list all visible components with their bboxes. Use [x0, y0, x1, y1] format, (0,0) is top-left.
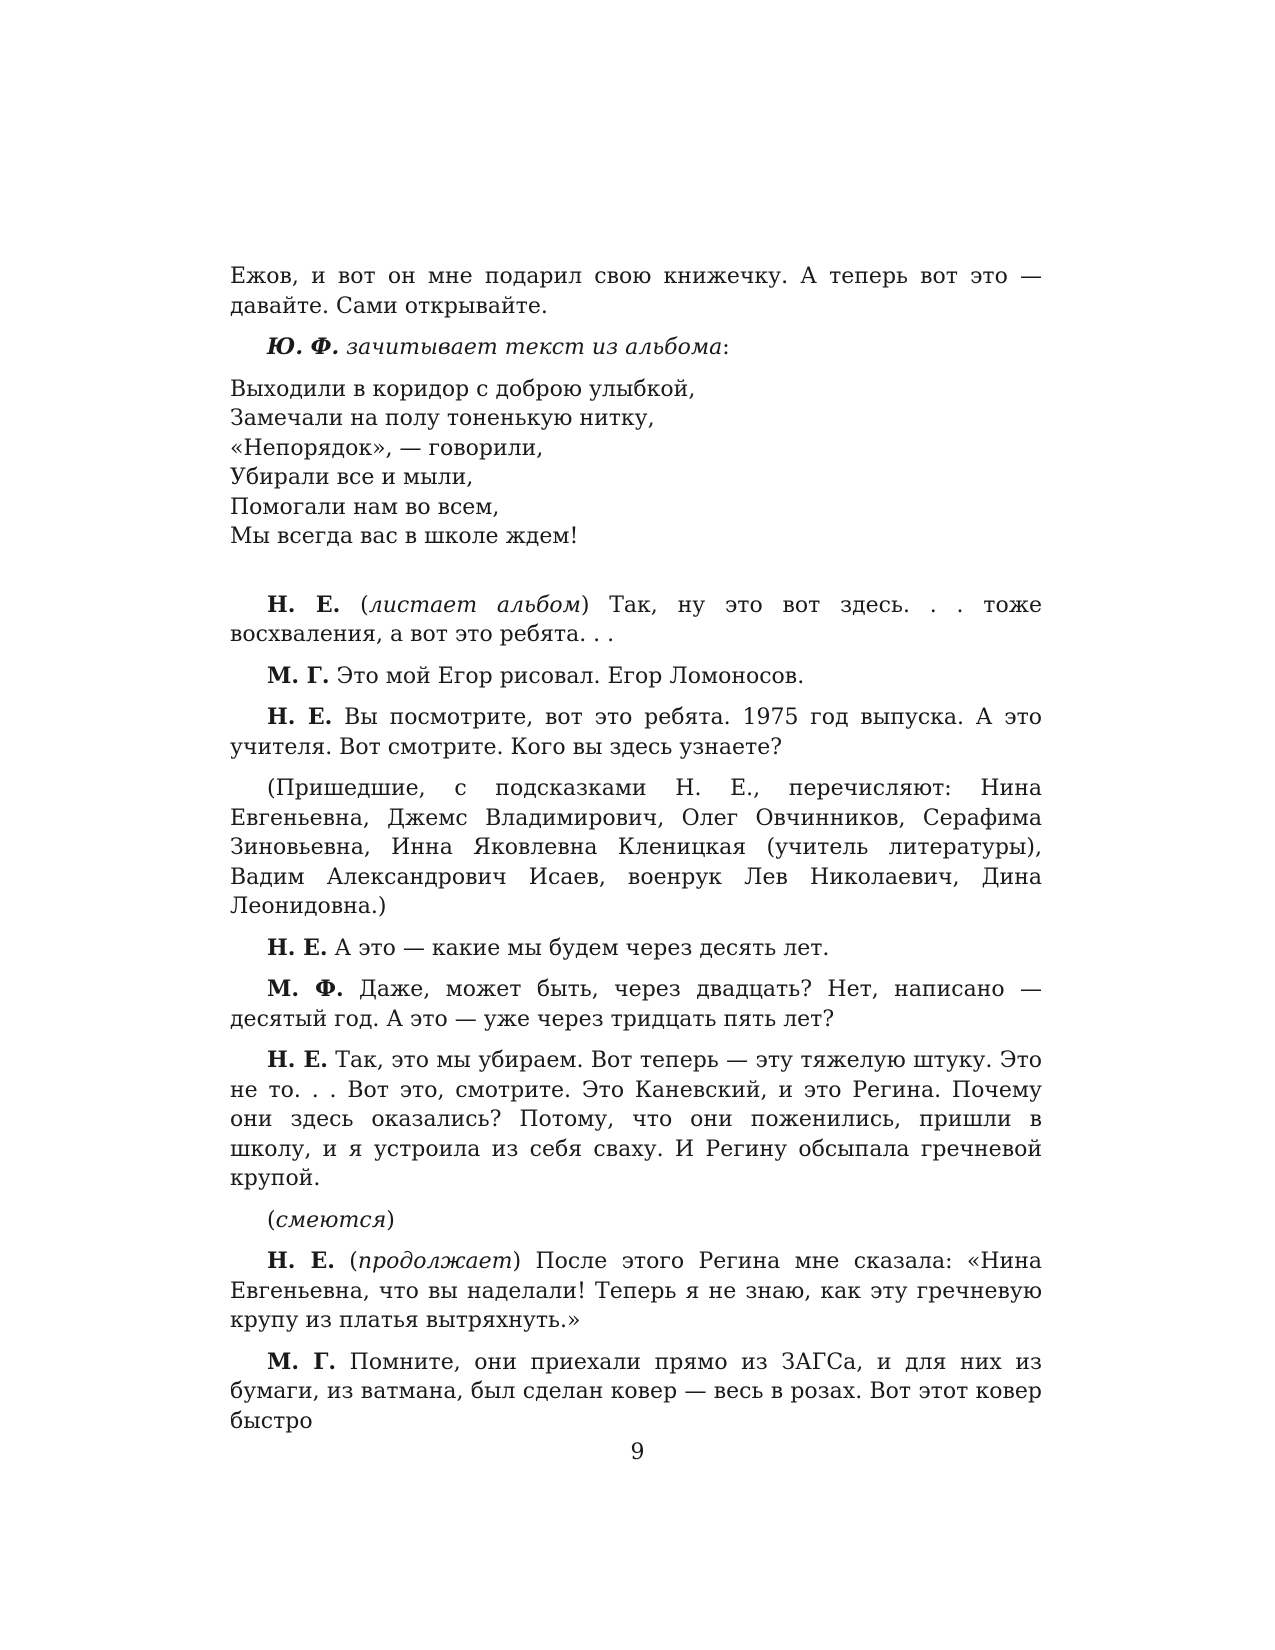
- speaker-label: Н. Е.: [267, 1248, 335, 1274]
- dialogue-paragraph: М. Ф. Даже, может быть, через двадцать? Нет, написано — десятый год. А это — уже через тридцать пять лет?: [230, 976, 1042, 1032]
- speaker-label: Н. Е.: [267, 704, 333, 730]
- poem-line: «Непорядок», — говорили,: [230, 435, 544, 461]
- speaker-label: Н. Е.: [267, 934, 328, 961]
- speaker-label: Ю. Ф.: [267, 334, 340, 360]
- poem-block: [230, 375, 1042, 552]
- main-text: [230, 262, 1042, 1448]
- dialogue-paragraph: М. Г. Помните, они приехали прямо из ЗАГСа, и для них из бумаги, из ватмана, был сделан ковер — весь в розах. Вот этот ковер быстро: [230, 1348, 1042, 1434]
- dialogue-paragraph: Н. Е. (листает альбом) Так, ну это вот здесь. . . тоже восхваления, а вот это ребята. . .: [230, 591, 1042, 647]
- section-gap: [230, 564, 1042, 591]
- stage-action: продолжает: [357, 1249, 513, 1274]
- dialogue-paragraph: М. Г. Это мой Егор рисовал. Егор Ломоносов.: [267, 662, 805, 689]
- stage-direction: (смеются): [267, 1207, 395, 1233]
- poem-line: Замечали на полу тоненькую нитку,: [230, 406, 655, 431]
- page-number: 9: [630, 1440, 645, 1465]
- dialogue-paragraph: Н. Е. А это — какие мы будем через десять лет.: [267, 934, 830, 961]
- speaker-label: М. Г.: [267, 1348, 337, 1375]
- dialogue-paragraph: Н. Е. Так, это мы убираем. Вот теперь — эту тяжелую штуку. Это не то. . . Вот это, смотрите. Это Каневский, и это Регина. Почему они здесь оказались? Потому, что они поженились, пришли в школу, и я устроила из себя сваху. И Регину обсыпала гречневой крупой.: [230, 1047, 1042, 1191]
- poem-line: Убирали все и мыли,: [230, 465, 474, 490]
- poem-line: Помогали нам во всем,: [230, 494, 500, 520]
- dialogue-paragraph: Н. Е. Вы посмотрите, вот это ребята. 1975 год выпуска. А это учителя. Вот смотрите. Кого вы здесь узнаете?: [230, 704, 1042, 760]
- continuation-paragraph: Ежов, и вот он мне подарил свою книжечку. А теперь вот это — давайте. Сами открывайте.: [230, 264, 1042, 319]
- stage-action: зачитывает текст из альбома: [346, 335, 723, 360]
- dialogue-paragraph: Н. Е. (продолжает) После этого Регина мне сказала: «Нина Евгеньевна, что вы наделали! Теперь я не знаю, как эту гречневую крупу из платья вытряхнуть.»: [230, 1248, 1042, 1333]
- stage-action: смеются: [275, 1207, 387, 1233]
- speaker-label: Н. Е.: [267, 591, 341, 618]
- narration-paragraph: (Пришедшие, с подсказками Н. Е., перечисляют: Нина Евгеньевна, Джемс Владимирович, Олег Овчинников, Серафима Зиновьевна, Инна Яковлевна Кленицкая (учитель литературы), Вадим Александрович Исаев, военрук Лев Николаевич, Дина Леонидовна.): [230, 776, 1042, 919]
- speaker-label: Н. Е.: [267, 1047, 328, 1073]
- poem-line: Выходили в коридор с доброю улыбкой,: [230, 376, 696, 402]
- stage-action: листает альбом: [368, 592, 581, 618]
- speaker-label: М. Г.: [267, 662, 330, 689]
- poem-line: Мы всегда вас в школе ждем!: [230, 524, 579, 549]
- stage-direction: Ю. Ф. зачитывает текст из альбома:: [267, 334, 730, 360]
- speaker-label: М. Ф.: [267, 976, 344, 1002]
